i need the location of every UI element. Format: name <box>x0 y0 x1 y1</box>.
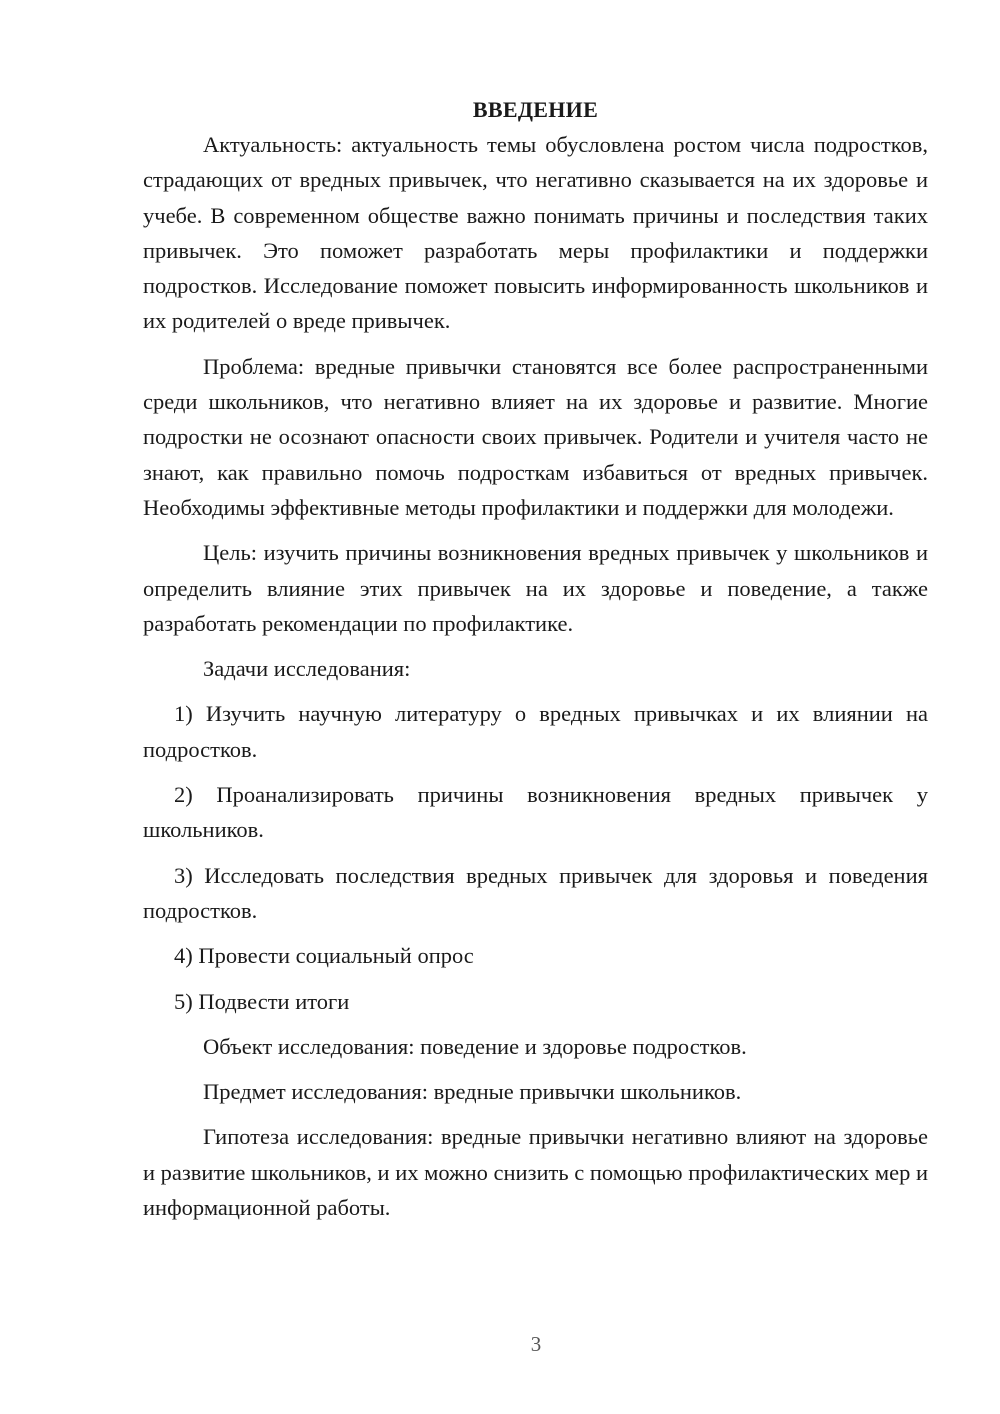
task-item-2: 2) Проанализировать причины возникновения вредных привычек у школьников. <box>143 782 928 843</box>
paragraph-object: Объект исследования: поведение и здоровье подростков. <box>203 1033 747 1059</box>
paragraph-relevance: Актуальность: актуальность темы обусловлена ростом числа подростков, страдающих от вредных привычек, что негативно сказывается на их здоровье и учебе. В современном обществе важно понимать причины и последствия таких привычек. Это поможет разработать меры профилактики и поддержки подростков. Исследование поможет повысить информированность школьников и их родителей о вреде привычек. <box>143 132 928 334</box>
page-number: 3 <box>530 1332 542 1356</box>
section-heading: ВВЕДЕНИЕ <box>472 97 599 122</box>
paragraph-subject: Предмет исследования: вредные привычки школьников. <box>203 1079 742 1105</box>
task-item-3: 3) Исследовать последствия вредных привычек для здоровья и поведения подростков. <box>143 862 928 923</box>
paragraph-hypothesis: Гипотеза исследования: вредные привычки негативно влияют на здоровье и развитие школьников, и их можно снизить с помощью профилактических мер и информационной работы. <box>143 1124 928 1221</box>
paragraph-goal: Цель: изучить причины возникновения вредных привычек у школьников и определить влияние этих привычек на их здоровье и поведение, а также разработать рекомендации по профилактике. <box>143 540 928 636</box>
task-item-4: 4) Провести социальный опрос <box>174 943 474 969</box>
paragraph-problem: Проблема: вредные привычки становятся все более распространенными среди школьников, что негативно влияет на их здоровье и развитие. Многие подростки не осознают опасности своих привычек. Родители и учителя часто не знают, как правильно помочь подросткам избавиться от вредных привычек. Необходимы эффективные методы профилактики и поддержки для молодежи. <box>143 353 928 520</box>
tasks-title: Задачи исследования: <box>203 656 411 682</box>
task-item-5: 5) Подвести итоги <box>174 988 350 1014</box>
task-item-1: 1) Изучить научную литературу о вредных привычках и их влиянии на подростков. <box>143 701 928 762</box>
page-content <box>143 92 928 1235</box>
